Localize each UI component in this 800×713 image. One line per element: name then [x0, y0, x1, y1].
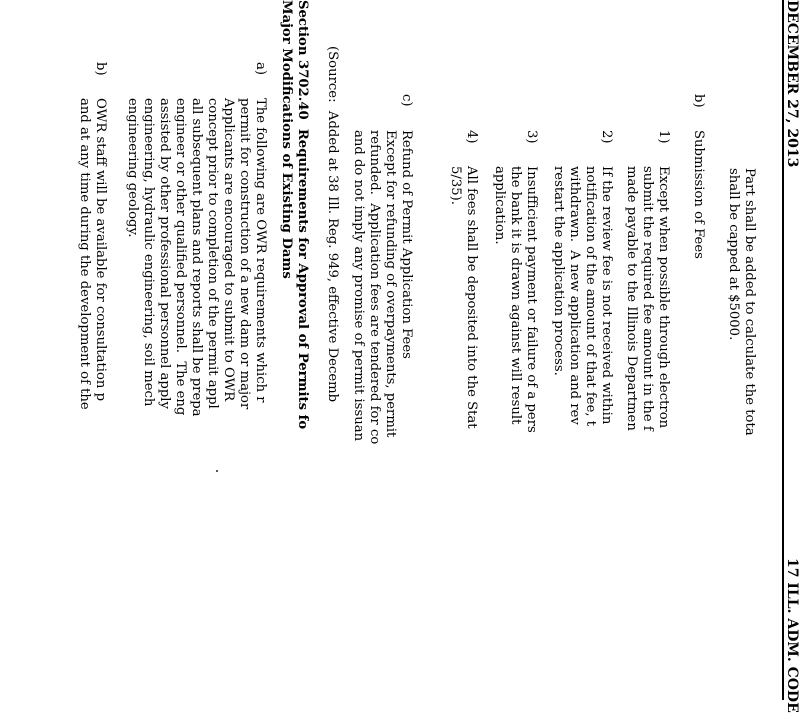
- paragraph-line: engineering, hydraulic engineering, soil mech: [140, 98, 157, 406]
- source-note: (Source: Added at 38 Ill. Reg. 949, effective Decemb: [324, 46, 341, 402]
- paragraph-line: OWR staff will be available for consultation p: [92, 98, 109, 401]
- item-line: If the review fee is not received within: [598, 166, 615, 424]
- subsection-marker: b): [92, 62, 109, 76]
- item-marker: 2): [598, 130, 615, 144]
- paragraph-line: refunded. Application fees are tendered for co: [366, 130, 383, 444]
- paragraph-line: and do not imply any promise of permit issuan: [350, 130, 367, 441]
- item-line: 5/35).: [447, 166, 464, 205]
- item-line: application.: [491, 166, 508, 245]
- header-date: DECEMBER 27, 2013: [784, 0, 800, 167]
- item-line: made payable to the Illinois Departmen: [623, 166, 640, 431]
- paragraph-line: Part shall be added to calculate the tota: [741, 168, 758, 436]
- paragraph-line: engineering geology.: [124, 98, 141, 237]
- paragraph-line: The following are OWR requirements which r: [252, 98, 269, 403]
- subsection-title: Submission of Fees: [690, 130, 707, 259]
- item-line: notification of the amount of that fee, t: [582, 166, 599, 426]
- paragraph-line: engineer or other qualified personnel. The eng: [172, 98, 189, 415]
- subsection-marker: b): [690, 94, 707, 108]
- item-marker: 4): [463, 130, 480, 144]
- paragraph-line: permit for construction of a new dam or major: [236, 98, 253, 409]
- section-heading: Section 3702.40 Requirements for Approval of Permits fo: [294, 0, 311, 429]
- subsection-title: Refund of Permit Application Fees: [398, 130, 415, 359]
- item-line: restart the application process.: [550, 166, 567, 376]
- item-marker: 3): [523, 130, 540, 144]
- paragraph-line: assisted by other professional personnel apply: [156, 98, 173, 409]
- header-rule: [782, 0, 784, 700]
- section-heading: Major Modifications of Existing Dams: [278, 0, 295, 279]
- header-code: 17 ILL. ADM. CODE: [784, 558, 800, 713]
- item-line: Insufficient payment or failure of a pers: [523, 166, 540, 433]
- paragraph-line: Except for refunding of overpayments, permit: [382, 130, 399, 437]
- paragraph-line: all subsequent plans and reports shall be prepa: [188, 98, 205, 417]
- paragraph-line: shall be capped at $5000.: [725, 168, 742, 340]
- paragraph-line: Applicants are encouraged to submit to OWR: [220, 98, 237, 401]
- subsection-marker: a): [252, 62, 269, 75]
- document-page: [80, 0, 800, 640]
- paragraph-line: and at any time during the development of the: [76, 98, 93, 410]
- item-line: the bank it is drawn against will result: [507, 166, 524, 424]
- scan-speck: [216, 470, 218, 472]
- item-line: submit the required fee amount in the f: [639, 166, 656, 431]
- item-marker: 1): [655, 130, 672, 144]
- paragraph-line: concept prior to completion of the permit appl: [204, 98, 221, 409]
- item-line: Except when possible through electron: [655, 166, 672, 428]
- item-line: withdrawn. A new application and rev: [566, 166, 583, 425]
- item-line: All fees shall be deposited into the Stat: [463, 166, 480, 429]
- subsection-marker: c): [398, 94, 415, 107]
